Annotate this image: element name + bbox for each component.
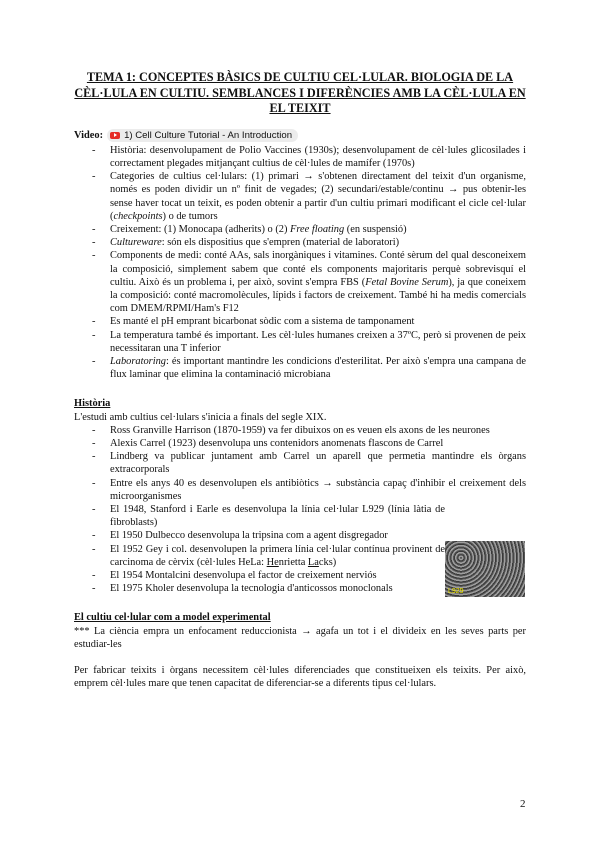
video-line (74, 129, 526, 142)
micrograph-label: L929 (448, 588, 464, 595)
youtube-play-icon (110, 132, 120, 139)
model-paragraph-1: *** La ciència empra un enfocament reduccionista → agafa un tot i el divideix en les seves parts per estudiar-les (74, 625, 526, 650)
model-heading: El cultiu cel·lular com a model experimental (74, 612, 271, 624)
video-link-chip[interactable] (107, 129, 298, 142)
list-item: - Components de medi: conté AAs, sals inorgàniques i vitamines. Conté sèrum del qual desconeixem la composició, simplement sabem que conté els components majoritaris perquè sobrevisquí el cultiu. Això és un problema i, per això, sovint s'empra FBS (Fetal Bovine Serum), ja que coneixem la composició: conté macromolècules, lípids i factors de creixement. També hi ha medis comercials com DMEM/RPMI/Ham's F12 (110, 249, 526, 315)
list-item: - El 1952 Gey i col. desenvolupen la primera línia cel·lular contínua provinent de carcinoma de cèrvix (cèl·lules HeLa: Henrietta Lacks) (110, 543, 445, 569)
list-item: - El 1954 Montalcini desenvolupa el factor de creixement nerviós (110, 569, 526, 582)
video-link-text: 1) Cell Culture Tutorial - An Introduction (124, 129, 293, 141)
video-label: Video: (74, 129, 104, 141)
list-item: - Es manté el pH emprant bicarbonat sòdic com a sistema de tamponament (110, 315, 526, 328)
video-notes-list (74, 144, 526, 382)
list-item: - La temperatura també és important. Les cèl·lules humanes creixen a 37ºC, però si provenen de peix necessitaran una T inferior (110, 329, 526, 355)
list-item: - Ross Granville Harrison (1870-1959) va fer dibuixos on es veuen els axons de les neurones (110, 424, 526, 437)
historia-heading: Història (74, 398, 111, 410)
document-page (74, 70, 526, 690)
model-paragraph-2: Per fabricar teixits i òrgans necessitem cèl·lules diferenciades que constitueixen els teixits. Per això, emprem cèl·lules mare que tenen capacitat de diferenciar-se a diferents tipus cel·lulars. (74, 665, 526, 690)
list-item: - Entre els anys 40 es desenvolupen els antibiòtics → substància capaç d'inhibir el creixement dels microorganismes (110, 477, 526, 503)
l929-micrograph (445, 541, 525, 597)
page-number: 2 (520, 798, 526, 810)
historia-intro: L'estudi amb cultius cel·lulars s'inicia a finals del segle XIX. (74, 411, 327, 423)
list-item: - Categories de cultius cel·lulars: (1) primari → s'obtenen directament del teixit d'un organisme, només es poden dividir un nº finit de vegades; (2) secundari/estable/continu → pus obtenir-les sense haver tocat un teixit, es poden obtenir a partir d'un cultiu primari modificant el cicle cel·lular (checkpoints) o de tumors (110, 170, 526, 223)
list-item: - Cultureware: són els dispositius que s'empren (material de laboratori) (110, 236, 526, 249)
list-item: - El 1948, Stanford i Earle es desenvolupa la línia cel·lular L929 (línia làtia de fibroblasts) (110, 503, 445, 529)
list-item: - Lindberg va publicar juntament amb Carrel un aparell que permetia mantindre els òrgans extracorporals (110, 450, 526, 476)
list-item: - Història: desenvolupament de Polio Vaccines (1930s); desenvolupament de cèl·lules glicosilades i correctament plegades mitjançant cultius de cèl·lules de mamífer (1970s) (110, 144, 526, 170)
list-item: - Alexis Carrel (1923) desenvolupa uns contenidors anomenats flascons de Carrel (110, 437, 526, 450)
list-item: - El 1975 Kholer desenvolupa la tecnologia d'anticossos monoclonals (110, 582, 526, 595)
list-item: - Laboratoring: és important mantindre les condicions d'esterilitat. Per això s'empra una campana de flux laminar que elimina la contaminació microbiana (110, 355, 526, 381)
page-title: TEMA 1: CONCEPTES BÀSICS DE CULTIU CEL·LULAR. BIOLOGIA DE LA CÈL·LULA EN CULTIU. SEMBLANCES I DIFERÈNCIES AMB LA CÈL·LULA EN EL TEIXIT (74, 70, 526, 115)
list-item: - El 1950 Dulbecco desenvolupa la tripsina com a agent disgregador (110, 529, 445, 542)
list-item: - Creixement: (1) Monocapa (adherits) o (2) Free floating (en suspensió) (110, 223, 526, 236)
